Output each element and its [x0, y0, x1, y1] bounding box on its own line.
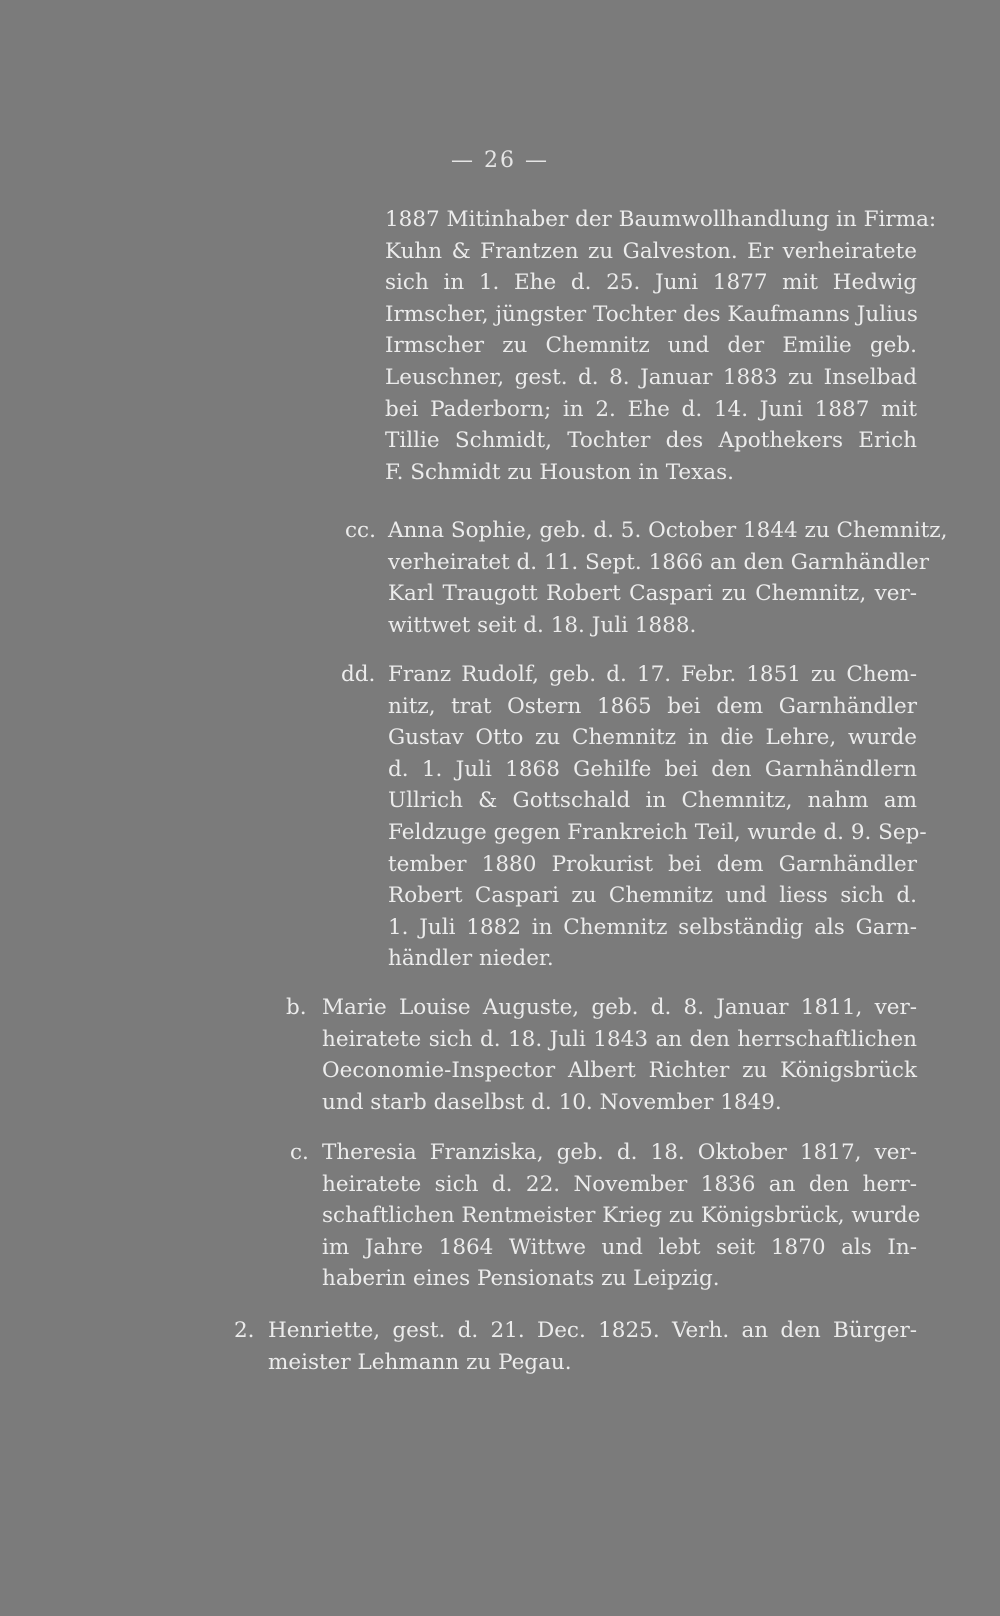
text-line: Franz Rudolf, geb. d. 17. Febr. 1851 zu Chem- [388, 662, 917, 687]
text-line: Feldzuge gegen Frankreich Teil, wurde d. 9. Sep- [388, 819, 927, 845]
text-line: und starb daselbst d. 10. November 1849. [322, 1089, 782, 1115]
entry-cc-paragraph [388, 515, 948, 641]
text-line: d. 1. Juli 1868 Gehilfe bei den Garnhändlern [388, 756, 917, 782]
entry-b-paragraph [322, 992, 917, 1118]
text-line: Anna Sophie, geb. d. 5. October 1844 zu Chemnitz, [388, 518, 948, 543]
entry-marker-b: b. [286, 995, 307, 1020]
text-line: haberin eines Pensionats zu Leipzig. [322, 1266, 720, 1292]
text-line: verheiratet d. 11. Sept. 1866 an den Garnhändler [388, 549, 929, 575]
entry-dd-paragraph [388, 659, 927, 975]
text-line: Karl Traugott Robert Caspari zu Chemnitz, ver- [388, 581, 917, 607]
text-line: Kuhn & Frantzen zu Galveston. Er verheiratete [385, 238, 917, 264]
text-line: händler nieder. [388, 946, 554, 972]
text-line: 1887 Mitinhaber der Baumwollhandlung in Firma: [385, 207, 937, 232]
text-line: Robert Caspari zu Chemnitz und liess sich d. [388, 883, 917, 909]
text-line: F. Schmidt zu Houston in Texas. [385, 459, 734, 485]
text-line: Oeconomie-Inspector Albert Richter zu Königsbrück [322, 1058, 917, 1084]
text-line: tember 1880 Prokurist bei dem Garnhändler [388, 851, 917, 877]
text-line: Marie Louise Auguste, geb. d. 8. Januar 1811, ver- [322, 995, 917, 1020]
text-line: Leuschner, gest. d. 8. Januar 1883 zu Inselbad [385, 364, 917, 390]
text-line: wittwet seit d. 18. Juli 1888. [388, 612, 697, 638]
text-line: bei Paderborn; in 2. Ehe d. 14. Juni 1887 mit [385, 396, 917, 422]
text-line: Gustav Otto zu Chemnitz in die Lehre, wurde [388, 725, 917, 751]
entry-marker-2: 2. [234, 1318, 255, 1343]
text-line: meister Lehmann zu Pegau. [268, 1349, 572, 1375]
entry-c-paragraph [322, 1137, 921, 1295]
entry-marker-c: c. [290, 1140, 309, 1165]
intro-paragraph [385, 204, 937, 488]
text-line: 1. Juli 1882 in Chemnitz selbständig als Garn- [388, 914, 917, 940]
page-number: — 26 — [451, 148, 549, 173]
entry-2-paragraph [268, 1315, 917, 1378]
text-line: schaftlichen Rentmeister Krieg zu Königsbrück, wurde [322, 1203, 921, 1229]
text-line: Henriette, gest. d. 21. Dec. 1825. Verh. an den Bürger- [268, 1318, 917, 1343]
text-line: Irmscher, jüngster Tochter des Kaufmanns Julius [385, 301, 918, 327]
entry-marker-dd: dd. [341, 662, 376, 687]
text-line: Tillie Schmidt, Tochter des Apothekers Erich [385, 428, 917, 454]
text-line: Irmscher zu Chemnitz und der Emilie geb. [385, 333, 917, 359]
entry-marker-cc: cc. [345, 518, 376, 543]
text-line: heiratete sich d. 22. November 1836 an den herr- [322, 1171, 917, 1197]
text-line: Ullrich & Gottschald in Chemnitz, nahm am [388, 788, 917, 814]
text-line: im Jahre 1864 Wittwe und lebt seit 1870 als In- [322, 1234, 917, 1260]
text-line: nitz, trat Ostern 1865 bei dem Garnhändler [388, 693, 917, 719]
text-line: heiratete sich d. 18. Juli 1843 an den herrschaftlichen [322, 1026, 917, 1052]
text-line: sich in 1. Ehe d. 25. Juni 1877 mit Hedwig [385, 270, 917, 296]
text-line: Theresia Franziska, geb. d. 18. Oktober 1817, ver- [322, 1140, 917, 1165]
